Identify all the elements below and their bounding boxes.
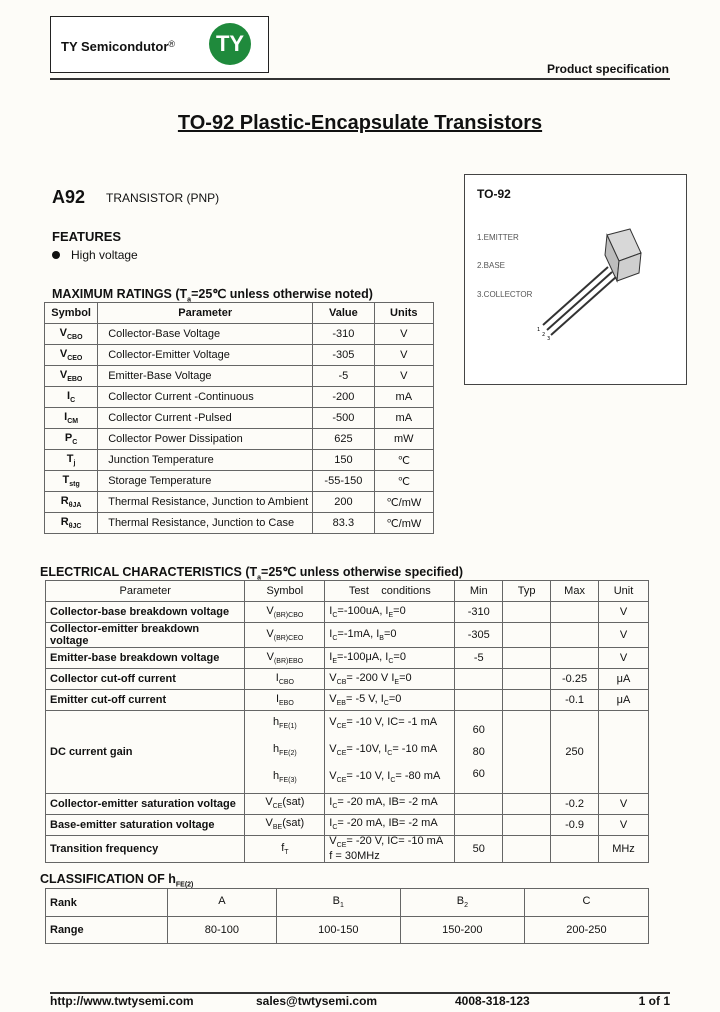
value-cell: -5 <box>313 366 374 387</box>
max-value: 250 <box>565 745 584 758</box>
unit-cell: ℃/mW <box>374 513 433 534</box>
symbol-text: V <box>266 627 274 640</box>
symbol-text: V <box>59 347 68 360</box>
pin-label-base: 2.BASE <box>477 261 506 270</box>
condition-subscript: CB <box>336 679 347 687</box>
condition-text: V <box>329 671 337 684</box>
symbol-cell <box>245 835 325 862</box>
symbol-text: T <box>66 452 74 465</box>
column-header: Test conditions <box>325 581 455 602</box>
table-row <box>46 690 649 711</box>
min-value: 80 <box>472 745 485 758</box>
max-cell <box>551 648 599 669</box>
page-title: TO-92 Plastic-Encapsulate Transistors <box>177 112 543 134</box>
table-row <box>46 711 649 794</box>
rank-label: Rank <box>46 889 168 917</box>
symbol-cell <box>245 793 325 814</box>
unit-cell: μA <box>599 669 649 690</box>
condition-subscript: CE <box>336 777 347 785</box>
symbol-text: P <box>64 431 73 444</box>
parameter-cell: Collector-Emitter Voltage <box>98 345 313 366</box>
unit-cell: V <box>599 793 649 814</box>
min-cell <box>455 669 503 690</box>
symbol-subscript: FE(1) <box>279 723 297 731</box>
max-cell <box>551 711 599 794</box>
symbol-text: V <box>265 796 273 809</box>
typ-cell <box>503 623 551 648</box>
condition-subscript: CE <box>336 723 347 731</box>
parameter-cell: Collector Current -Continuous <box>98 387 313 408</box>
min-value: 60 <box>472 767 485 780</box>
condition-text: = -20 V, IC= -10 mA <box>346 834 444 847</box>
symbol-text: R <box>60 494 69 507</box>
max-cell: -0.1 <box>551 690 599 711</box>
symbol-text: I <box>275 692 279 705</box>
parameter-cell: Storage Temperature <box>98 471 313 492</box>
table-row <box>46 669 649 690</box>
condition-text: V <box>329 770 337 783</box>
min-value: 60 <box>472 723 485 736</box>
condition-subscript: E <box>332 658 338 666</box>
condition-text: I <box>329 817 333 830</box>
unit-cell: V <box>374 366 433 387</box>
table-row <box>46 793 649 814</box>
symbol-cell <box>245 669 325 690</box>
condition-line <box>329 738 450 765</box>
symbol-line <box>249 711 320 738</box>
column-header: Typ <box>503 581 551 602</box>
value-cell: 625 <box>313 429 374 450</box>
condition-text: = -20 mA, IB= -2 mA <box>337 817 438 830</box>
table-row <box>45 429 434 450</box>
max-cell <box>551 602 599 623</box>
condition-text: =-1mA, I <box>337 627 380 640</box>
symbol-subscript: CE <box>272 803 283 811</box>
table-row <box>45 324 434 345</box>
max-value <box>555 719 594 741</box>
symbol-text: V <box>266 604 274 617</box>
footer-email-link[interactable]: sales@twtysemi.com <box>256 994 378 1008</box>
classification-heading: CLASSIFICATION OF $h_{FE(2)}$ <box>40 872 194 889</box>
symbol-cell <box>245 648 325 669</box>
value-cell: -55-150 <box>313 471 374 492</box>
symbol-subscript: (BR)EBO <box>273 658 304 666</box>
test-condition-cell <box>325 690 455 711</box>
condition-text: = -10V, I <box>346 743 388 756</box>
min-cell: 50 <box>455 835 503 862</box>
parameter-cell: Thermal Resistance, Junction to Ambient <box>98 492 313 513</box>
logo-badge: TY <box>209 23 251 65</box>
package-title: TO-92 <box>477 187 511 201</box>
column-header: Units <box>374 303 433 324</box>
condition-text: = -5 V, I <box>345 692 384 705</box>
symbol-subscript: EBO <box>67 376 83 384</box>
svg-text:2: 2 <box>542 332 546 338</box>
parameter-cell: Collector cut-off current <box>46 669 245 690</box>
condition-text: = -80 mA <box>395 770 441 783</box>
symbol-cell <box>245 711 325 794</box>
table-header-row <box>45 303 434 324</box>
condition-text: =-100μA, I <box>337 650 389 663</box>
page-number: 1 of 1 <box>638 994 670 1008</box>
min-cell: -310 <box>455 602 503 623</box>
unit-cell: mW <box>374 429 433 450</box>
symbol-cell <box>245 814 325 835</box>
min-cell <box>455 793 503 814</box>
unit-cell: ℃/mW <box>374 492 433 513</box>
unit-cell: V <box>599 814 649 835</box>
condition-text: = -200 V I <box>346 671 395 684</box>
symbol-cell <box>45 450 98 471</box>
typ-cell <box>503 793 551 814</box>
symbol-text: I <box>67 389 71 402</box>
company-logo <box>50 16 269 73</box>
condition-subscript: C <box>332 824 338 832</box>
rank-letter: C <box>582 895 591 908</box>
typ-cell <box>503 835 551 862</box>
header-divider <box>50 78 670 80</box>
condition-line <box>329 765 450 792</box>
unit-cell: ℃ <box>374 450 433 471</box>
condition-text: V <box>329 834 337 847</box>
range-cell: 200-250 <box>524 917 648 944</box>
max-value <box>555 763 594 785</box>
part-description: TRANSISTOR (PNP) <box>106 191 220 205</box>
symbol-cell <box>45 324 98 345</box>
table-row <box>45 366 434 387</box>
table-row <box>46 814 649 835</box>
condition-subscript: C <box>390 777 396 785</box>
table-row <box>45 408 434 429</box>
symbol-text: I <box>275 671 279 684</box>
condition-subscript: C <box>332 803 338 811</box>
column-header: Symbol <box>245 581 325 602</box>
typ-cell <box>503 711 551 794</box>
condition-subscript: C <box>332 635 338 643</box>
condition-text: =-100uA, I <box>337 604 389 617</box>
condition-subscript: E <box>388 612 394 620</box>
symbol-text: V <box>265 817 273 830</box>
min-cell <box>455 814 503 835</box>
condition-text: V <box>329 716 337 728</box>
condition-subscript: B <box>379 635 384 643</box>
parameter-cell: Emitter-Base Voltage <box>98 366 313 387</box>
min-cell: -305 <box>455 623 503 648</box>
condition-subscript: E <box>394 679 400 687</box>
condition-text: I <box>329 604 333 617</box>
condition-text: = -10 mA <box>392 743 438 756</box>
column-header: Unit <box>599 581 649 602</box>
symbol-text: h <box>273 743 280 756</box>
symbol-cell <box>45 492 98 513</box>
symbol-suffix: (sat) <box>282 817 305 830</box>
symbol-cell <box>45 471 98 492</box>
footer-phone: 4008-318-123 <box>455 994 530 1008</box>
symbol-text: R <box>60 515 69 528</box>
parameter-cell: Collector-Base Voltage <box>98 324 313 345</box>
symbol-line <box>249 765 320 792</box>
symbol-subscript: CBO <box>67 334 83 342</box>
electrical-characteristics-heading: ELECTRICAL CHARACTERISTICS ($T_a=25℃$ unless otherwise specified) <box>40 565 464 582</box>
symbol-cell <box>245 623 325 648</box>
condition-text: =0 <box>393 650 406 663</box>
range-cell: 150-200 <box>400 917 524 944</box>
parameter-cell: DC current gain <box>46 711 245 794</box>
value-cell: -310 <box>313 324 374 345</box>
symbol-subscript: (BR)CBO <box>273 612 304 620</box>
table-row <box>46 648 649 669</box>
symbol-text: f <box>281 841 285 854</box>
test-condition-cell <box>325 623 455 648</box>
unit-cell: ℃ <box>374 471 433 492</box>
rank-cell <box>524 889 648 917</box>
condition-text: = -20 mA, IB= -2 mA <box>337 796 438 809</box>
parameter-cell: Junction Temperature <box>98 450 313 471</box>
symbol-subscript: stg <box>69 481 80 489</box>
symbol-cell <box>245 602 325 623</box>
bullet-icon <box>52 251 60 259</box>
rank-subscript: 1 <box>339 902 344 910</box>
product-specification-label: Product specification <box>546 62 669 76</box>
symbol-text: h <box>273 716 280 728</box>
rank-subscript: 2 <box>464 902 468 910</box>
parameter-cell: Thermal Resistance, Junction to Case <box>98 513 313 534</box>
condition-text: V <box>329 692 337 705</box>
max-cell: -0.25 <box>551 669 599 690</box>
parameter-cell: Emitter-base breakdown voltage <box>46 648 245 669</box>
condition-text: I <box>329 796 333 809</box>
test-condition-cell <box>325 793 455 814</box>
max-cell <box>551 835 599 862</box>
symbol-subscript: CM <box>67 418 79 426</box>
condition-text: =0 <box>383 627 397 640</box>
max-ratings-heading: MAXIMUM RATINGS ($T_a=25℃$ unless otherwise noted) <box>52 287 373 304</box>
condition-line <box>329 836 450 851</box>
column-header: Parameter <box>98 303 313 324</box>
symbol-line <box>249 738 320 765</box>
range-label: Range <box>46 917 168 944</box>
unit-cell <box>599 711 649 794</box>
parameter-cell: Base-emitter saturation voltage <box>46 814 245 835</box>
max-cell: -0.9 <box>551 814 599 835</box>
parameter-cell: Collector-base breakdown voltage <box>46 602 245 623</box>
condition-text: V <box>329 743 337 756</box>
unit-cell: V <box>599 648 649 669</box>
value-cell: 83.3 <box>313 513 374 534</box>
condition-subscript: CE <box>336 841 347 849</box>
symbol-subscript: CEO <box>67 355 83 363</box>
condition-subscript: C <box>388 658 394 666</box>
column-header: Parameter <box>46 581 245 602</box>
table-row <box>45 450 434 471</box>
condition-text: = -10 V, I <box>346 770 391 783</box>
brand-name: TY Semicondutor® <box>61 39 176 54</box>
symbol-subscript: (BR)CEO <box>273 635 304 643</box>
parameter-cell: Collector Power Dissipation <box>98 429 313 450</box>
table-row <box>45 387 434 408</box>
typ-cell <box>503 669 551 690</box>
condition-text: I <box>329 650 333 663</box>
symbol-subscript: BE <box>272 824 283 832</box>
condition-text: =0 <box>388 692 402 705</box>
test-condition-cell <box>325 648 455 669</box>
unit-cell: V <box>599 623 649 648</box>
symbol-cell <box>45 513 98 534</box>
symbol-subscript: EBO <box>279 700 294 708</box>
condition-subscript: C <box>383 700 389 708</box>
parameter-cell: Transition frequency <box>46 835 245 862</box>
symbol-subscript: θJC <box>68 523 82 531</box>
table-row <box>45 471 434 492</box>
test-condition-cell <box>325 814 455 835</box>
table-row <box>45 345 434 366</box>
pin-label-emitter: 1.EMITTER <box>477 233 519 242</box>
max-cell: -0.2 <box>551 793 599 814</box>
condition-subscript: EB <box>336 700 346 708</box>
condition-subscript: C <box>387 750 393 758</box>
unit-cell: mA <box>374 408 433 429</box>
condition-text: I <box>329 627 333 640</box>
package-diagram <box>464 174 687 385</box>
column-header: Value <box>313 303 374 324</box>
test-condition-cell <box>325 669 455 690</box>
symbol-cell <box>45 345 98 366</box>
condition-text: =0 <box>393 604 406 617</box>
value-cell: -200 <box>313 387 374 408</box>
table-row <box>46 835 649 862</box>
value-cell: 200 <box>313 492 374 513</box>
symbol-text: V <box>59 368 68 381</box>
rank-cell <box>400 889 524 917</box>
table-row <box>46 602 649 623</box>
condition-subscript: CE <box>336 750 347 758</box>
test-condition-cell <box>325 711 455 794</box>
symbol-subscript: T <box>284 848 289 856</box>
min-cell: -5 <box>455 648 503 669</box>
min-cell <box>455 711 503 794</box>
registered-mark: ® <box>168 39 176 49</box>
transistor-package-icon <box>535 225 645 340</box>
unit-cell: V <box>374 345 433 366</box>
symbol-subscript: CBO <box>278 679 294 687</box>
range-row <box>46 917 649 944</box>
symbol-subscript: FE(3) <box>279 777 297 785</box>
column-header: Max <box>551 581 599 602</box>
parameter-cell: Collector-emitter saturation voltage <box>46 793 245 814</box>
symbol-subscript: j <box>73 460 76 468</box>
symbol-text: V <box>59 326 67 339</box>
condition-text: = -10 V, IC= -1 mA <box>346 716 438 728</box>
features-heading: FEATURES <box>52 229 122 244</box>
symbol-subscript: FE(2) <box>279 750 297 758</box>
table-header-row <box>46 581 649 602</box>
unit-cell: MHz <box>599 835 649 862</box>
value-cell: -305 <box>313 345 374 366</box>
parameter-cell: Collector-emitter breakdown voltage <box>46 623 245 648</box>
symbol-text: I <box>64 410 68 423</box>
unit-cell: mA <box>374 387 433 408</box>
rank-letter: B <box>332 895 340 908</box>
table-row <box>46 623 649 648</box>
min-cell <box>455 690 503 711</box>
symbol-suffix: (sat) <box>282 796 305 809</box>
column-header: Min <box>455 581 503 602</box>
value-cell: -500 <box>313 408 374 429</box>
column-header: Symbol <box>45 303 98 324</box>
rank-row <box>46 889 649 917</box>
svg-text:3: 3 <box>547 336 551 340</box>
symbol-cell <box>45 429 98 450</box>
test-condition-cell <box>325 602 455 623</box>
rank-cell <box>168 889 277 917</box>
pin-label-collector: 3.COLLECTOR <box>477 290 533 299</box>
typ-cell <box>503 814 551 835</box>
symbol-subscript: C <box>72 439 78 447</box>
max-ratings-table <box>44 302 434 534</box>
parameter-cell: Emitter cut-off current <box>46 690 245 711</box>
test-condition-cell <box>325 835 455 862</box>
max-cell <box>551 623 599 648</box>
condition-text: =0 <box>399 671 412 684</box>
unit-cell: V <box>599 602 649 623</box>
typ-cell <box>503 648 551 669</box>
symbol-cell <box>245 690 325 711</box>
part-number: A92 <box>52 187 86 207</box>
range-cell: 80-100 <box>168 917 277 944</box>
parameter-cell: Collector Current -Pulsed <box>98 408 313 429</box>
svg-text:1: 1 <box>537 327 541 333</box>
symbol-cell <box>45 387 98 408</box>
rank-cell <box>276 889 400 917</box>
table-row <box>45 492 434 513</box>
symbol-text: h <box>273 770 280 783</box>
electrical-characteristics-table <box>45 580 649 863</box>
condition-subscript: C <box>332 612 338 620</box>
classification-table <box>45 888 649 944</box>
typ-cell <box>503 690 551 711</box>
symbol-cell <box>45 366 98 387</box>
unit-cell: V <box>374 324 433 345</box>
typ-cell <box>503 602 551 623</box>
symbol-cell <box>45 408 98 429</box>
feature-item: High voltage <box>71 248 138 262</box>
rank-letter: B <box>456 895 465 908</box>
symbol-subscript: C <box>70 397 76 405</box>
table-row <box>45 513 434 534</box>
rank-letter: A <box>218 895 226 908</box>
symbol-text: T <box>62 473 70 486</box>
footer-website-link[interactable]: http://www.twtysemi.com <box>50 994 194 1008</box>
range-cell: 100-150 <box>276 917 400 944</box>
value-cell: 150 <box>313 450 374 471</box>
symbol-subscript: θJA <box>68 502 82 510</box>
unit-cell: μA <box>599 690 649 711</box>
symbol-text: V <box>266 650 274 663</box>
condition-line: f = 30MHz <box>329 849 380 862</box>
condition-line <box>329 711 450 738</box>
